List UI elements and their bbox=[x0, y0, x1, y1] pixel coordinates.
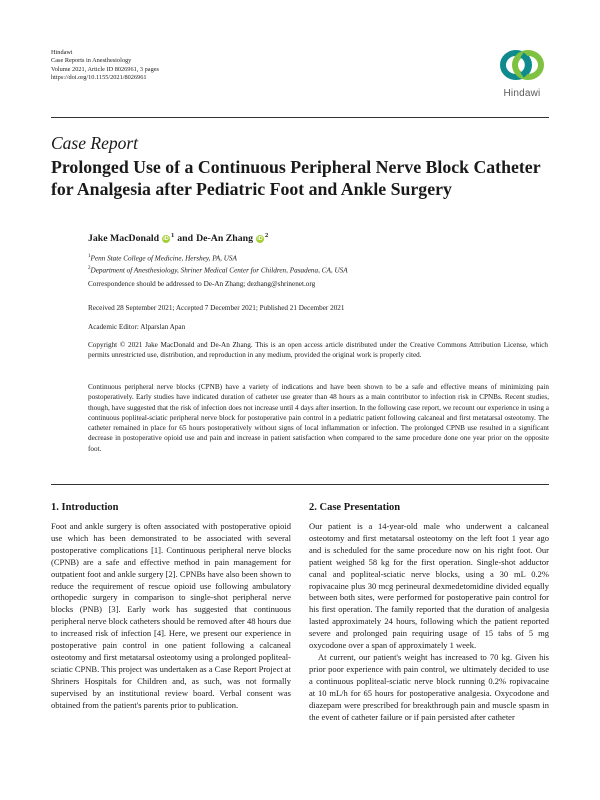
author-affiliation-mark: 2 bbox=[264, 232, 269, 239]
hindawi-logo-text: Hindawi bbox=[503, 88, 541, 99]
paragraph: Our patient is a 14-year-old male who underwent a calcaneal osteotomy and first metatarsal osteotomy on the left foot 1 year ago and is scheduled for the same procedure now on his right foot. Our patient weighed 58 kg for the first operation. Single-shot adductor canal and popliteal-sciatic nerve blocks, using a 30 mL 0.2% ropivacaine plus 30 mcg perineural dexmedetomidine divided equally between both sites, were performed for postoperative pain control for his first operation. The family reported that the duration of analgesia lasted approximately 24 hours, following which the patient reported severe and prolonged pain requiring usage of 15 tabs of 5 mg oxycodone over a span of approximately 1 week. bbox=[309, 521, 549, 651]
publication-dates: Received 28 September 2021; Accepted 7 December 2021; Published 21 December 2021 bbox=[88, 304, 345, 312]
affiliation-mark: 2 bbox=[88, 266, 91, 272]
paragraph: Foot and ankle surgery is often associated with postoperative opioid use which has been demonstrated to be associated with several postoperative complications [1]. Continuous peripheral nerve blocks (CPNB) are a safe and effective method in pain management for outpatient foot and ankle surgery [2]. CPNBs have also been shown to reduce the requirement of rescue opioid use following ambulatory orthopedic surgery in comparison to single-shot peripheral nerve blocks (PNB) [3]. Early work has suggested that continuous peripheral nerve block catheters should be removed after 48 hours due to increased risk of infection [4]. Here, we present our experience in postoperative pain control in one patient following a calcaneal osteotomy and first metatarsal osteotomy using a prolonged popliteal-sciatic CPNB. This project was undertaken as a Case Report Project at Shriners Hospitals for Children and, as such, was not formally supervised by an institutional review board. Verbal consent was obtained from the patient's parents prior to publication. bbox=[51, 521, 291, 710]
affiliation-text: Department of Anesthesiology, Shriner Medical Center for Children, Pasadena, CA, USA bbox=[90, 266, 348, 275]
orcid-icon[interactable]: iD bbox=[163, 235, 169, 242]
volume-info: Volume 2021, Article ID 8026961, 3 pages bbox=[51, 65, 159, 73]
affiliation-item bbox=[88, 252, 548, 264]
affiliation-text: Penn State College of Medicine, Hershey, PA, USA bbox=[90, 254, 237, 263]
copyright-notice: Copyright © 2021 Jake MacDonald and De-An Zhang. This is an open access article distributed under the Creative Commons Attribution License, which permits unrestricted use, distribution, and reproduction in any medium, provided the original work is properly cited. bbox=[88, 341, 548, 360]
academic-editor: Academic Editor: Alparslan Apan bbox=[88, 323, 186, 331]
hindawi-logo-icon bbox=[497, 44, 547, 86]
affiliations bbox=[88, 252, 548, 276]
affiliation-mark: 1 bbox=[88, 254, 91, 259]
paragraph: At current, our patient's weight has increased to 70 kg. Given his prior poor experience with pain control, we ultimately decided to use a continuous popliteal-sciatic nerve block running 0.2% ropivacaine at 10 mL/h for 65 hours for postoperative analgesia. Oxycodone and diazepam were prescribed for breakthrough pain and muscle spasm in the event of catheter failure or if pain persisted after catheter bbox=[309, 651, 549, 722]
author-list bbox=[88, 233, 271, 244]
case-presentation-heading: 2. Case Presentation bbox=[309, 502, 401, 513]
journal-meta bbox=[51, 49, 159, 83]
correspondence: Correspondence should be addressed to De-An Zhang; dezhang@shrinenet.org bbox=[88, 280, 316, 288]
article-type: Case Report bbox=[51, 133, 139, 153]
hindawi-logo bbox=[497, 44, 547, 106]
affiliation-item bbox=[88, 264, 548, 276]
author-name: De-An Zhang bbox=[196, 233, 253, 244]
introduction-body bbox=[51, 521, 291, 712]
doi-link[interactable]: https://doi.org/10.1155/2021/8026961 bbox=[51, 74, 147, 82]
journal-name: Case Reports in Anesthesiology bbox=[51, 57, 132, 65]
author-affiliation-mark: 1 bbox=[171, 232, 175, 239]
orcid-icon[interactable]: iD bbox=[257, 235, 263, 242]
author-joiner: and bbox=[177, 233, 194, 244]
article-title: Prolonged Use of a Continuous Peripheral Nerve Block Catheter for Analgesia after Pediatric Foot and Ankle Surgery bbox=[51, 157, 541, 199]
author-name: Jake MacDonald bbox=[88, 233, 160, 244]
publisher-name: Hindawi bbox=[51, 49, 73, 56]
abstract: Continuous peripheral nerve blocks (CPNB) have a variety of indications and have been shown to be a safe and effective means of minimizing pain postoperatively. Early studies have indicated duration of catheter use greater than 48 hours as a main contributor to infection risk in CPNBs. Recent studies, though, have suggested that the risk of infection does not increase until 4 days after insertion. In the following case report, we recount our experience in using a continuous popliteal-sciatic peripheral nerve block for postoperative pain control in a pediatric patient following calcaneal and first metatarsal osteotomy. The catheter remained in place for 65 hours postoperatively without signs of local inflammation or infection. The prolonged CPNB use resulted in a significant decrease in postoperative opioid use and pain and increase in patient satisfaction when compared to the same procedure done one year prior on the opposite foot. bbox=[88, 383, 549, 453]
introduction-heading: 1. Introduction bbox=[51, 502, 119, 513]
abstract-divider bbox=[51, 484, 549, 485]
case-presentation-body bbox=[309, 521, 549, 723]
header-divider bbox=[51, 117, 549, 118]
